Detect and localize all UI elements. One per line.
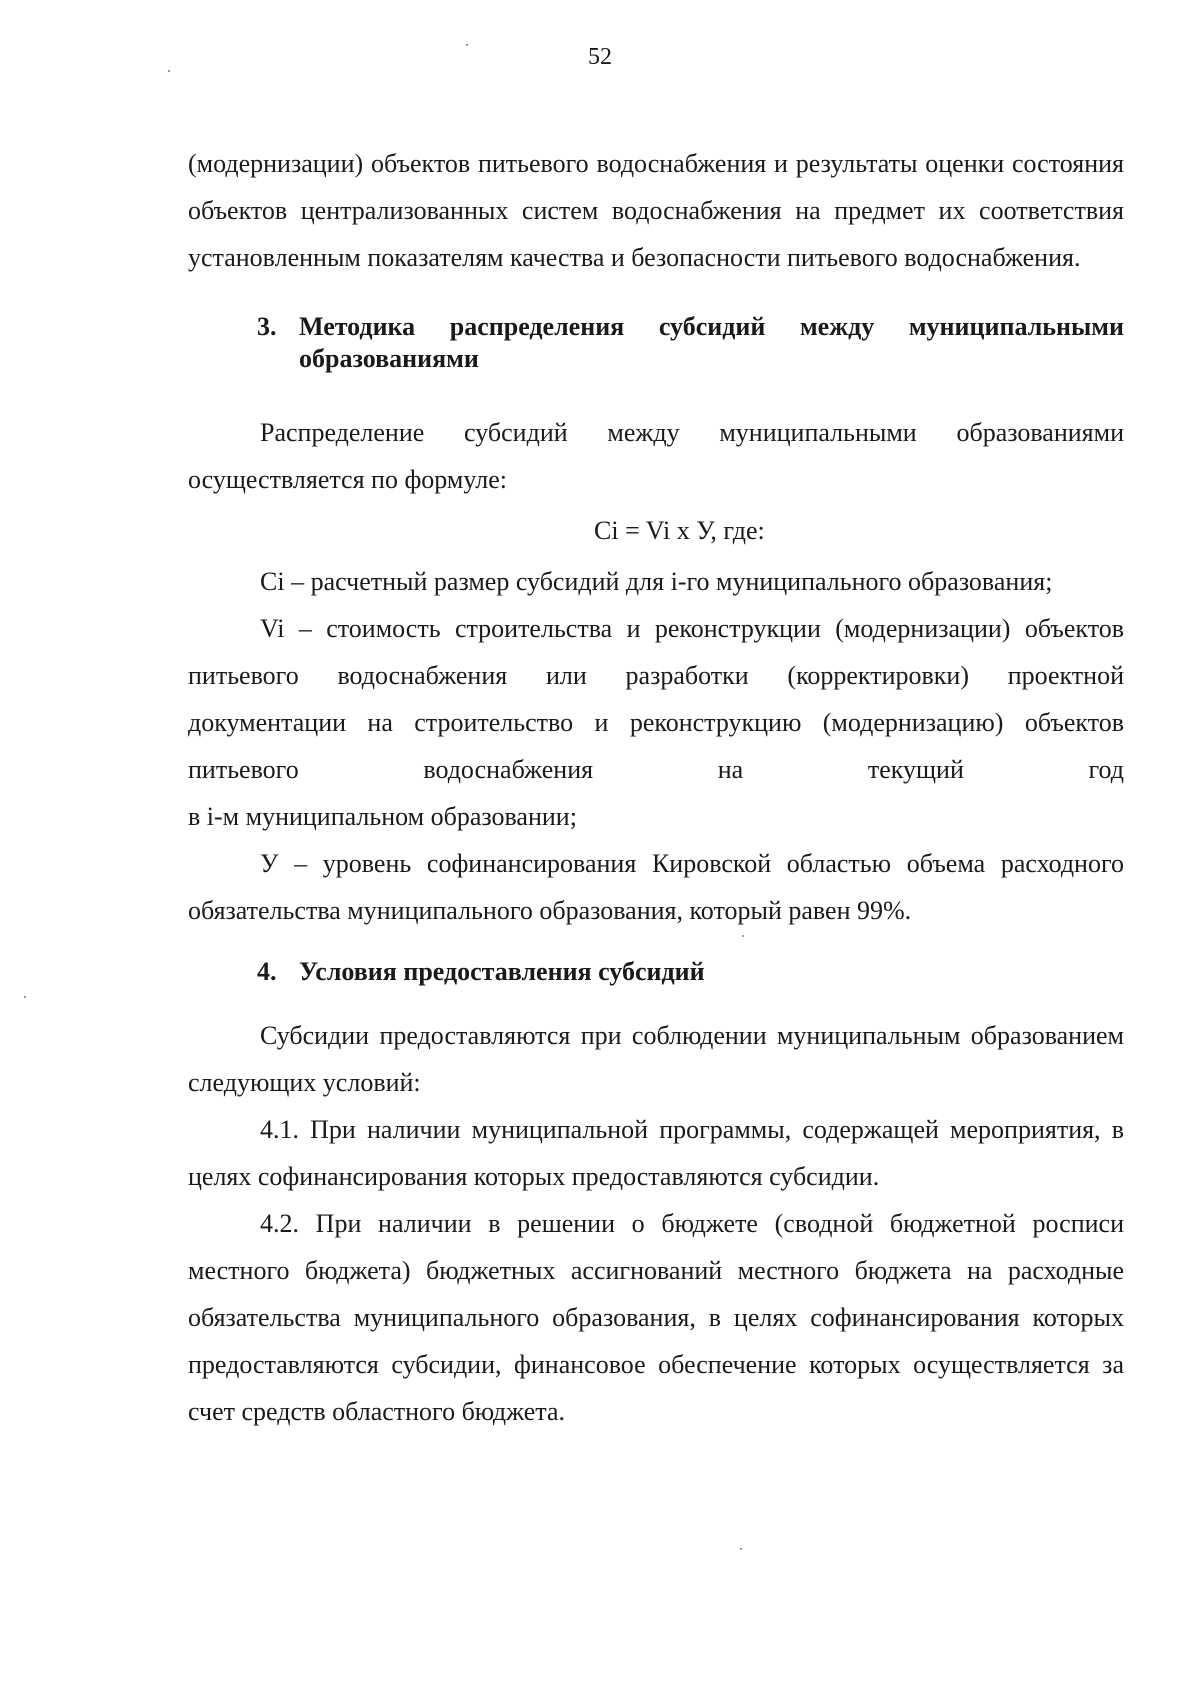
section-3-title: Методика распределения субсидий между муниципальными образованиями xyxy=(299,312,1124,373)
section-4-number: 4. xyxy=(257,957,277,986)
section-4-heading xyxy=(188,956,1124,988)
scan-speck xyxy=(168,70,170,72)
condition-4-1: 4.1. При наличии муниципальной программы, содержащей мероприятия, в целях софинансирования которых предоставляются субсидии. xyxy=(188,1115,1124,1191)
scan-speck xyxy=(742,935,744,937)
page-number: 52 xyxy=(588,44,612,70)
scan-speck xyxy=(466,44,468,46)
definition-vi-continuation: в i-м муниципальном образовании; xyxy=(188,802,577,831)
scan-speck xyxy=(24,996,26,998)
section-3-number: 3. xyxy=(257,312,277,341)
scan-speck xyxy=(740,1548,742,1550)
formula: Ci = Vi x У, где: xyxy=(594,516,765,545)
section-3-paragraph: Распределение субсидий между муниципальными образованиями осуществляется по формуле: xyxy=(188,418,1124,494)
condition-4-2: 4.2. При наличии в решении о бюджете (сводной бюджетной росписи местного бюджета) бюджетных ассигнований местного бюджета на расходные обязательства муниципального образования, в целях софинансирования которых предоставляются субсидии, финансовое обеспечение которых осуществляется за счет средств областного бюджета. xyxy=(188,1209,1124,1426)
definition-vi: Vi – стоимость строительства и реконструкции (модернизации) объектов питьевого водоснабжения или разработки (корректировки) проектной документации на строительство и реконструкцию (модернизацию) объектов питьевого водоснабжения на текущий год xyxy=(188,614,1124,784)
section-4-title: Условия предоставления субсидий xyxy=(299,957,705,986)
definition-ci: Ci – расчетный размер субсидий для i-го муниципального образования; xyxy=(260,567,1053,596)
section-4-paragraph: Субсидии предоставляются при соблюдении муниципальным образованием следующих условий: xyxy=(188,1021,1124,1097)
intro-paragraph: (модернизации) объектов питьевого водоснабжения и результаты оценки состояния объектов централизованных систем водоснабжения на предмет их соответствия установленным показателям качества и безопасности питьевого водоснабжения. xyxy=(188,149,1124,272)
definition-u: У – уровень софинансирования Кировской областью объема расходного обязательства муниципального образования, который равен 99%. xyxy=(188,849,1124,925)
section-3-heading xyxy=(188,311,1124,375)
page-body xyxy=(188,140,1124,1435)
